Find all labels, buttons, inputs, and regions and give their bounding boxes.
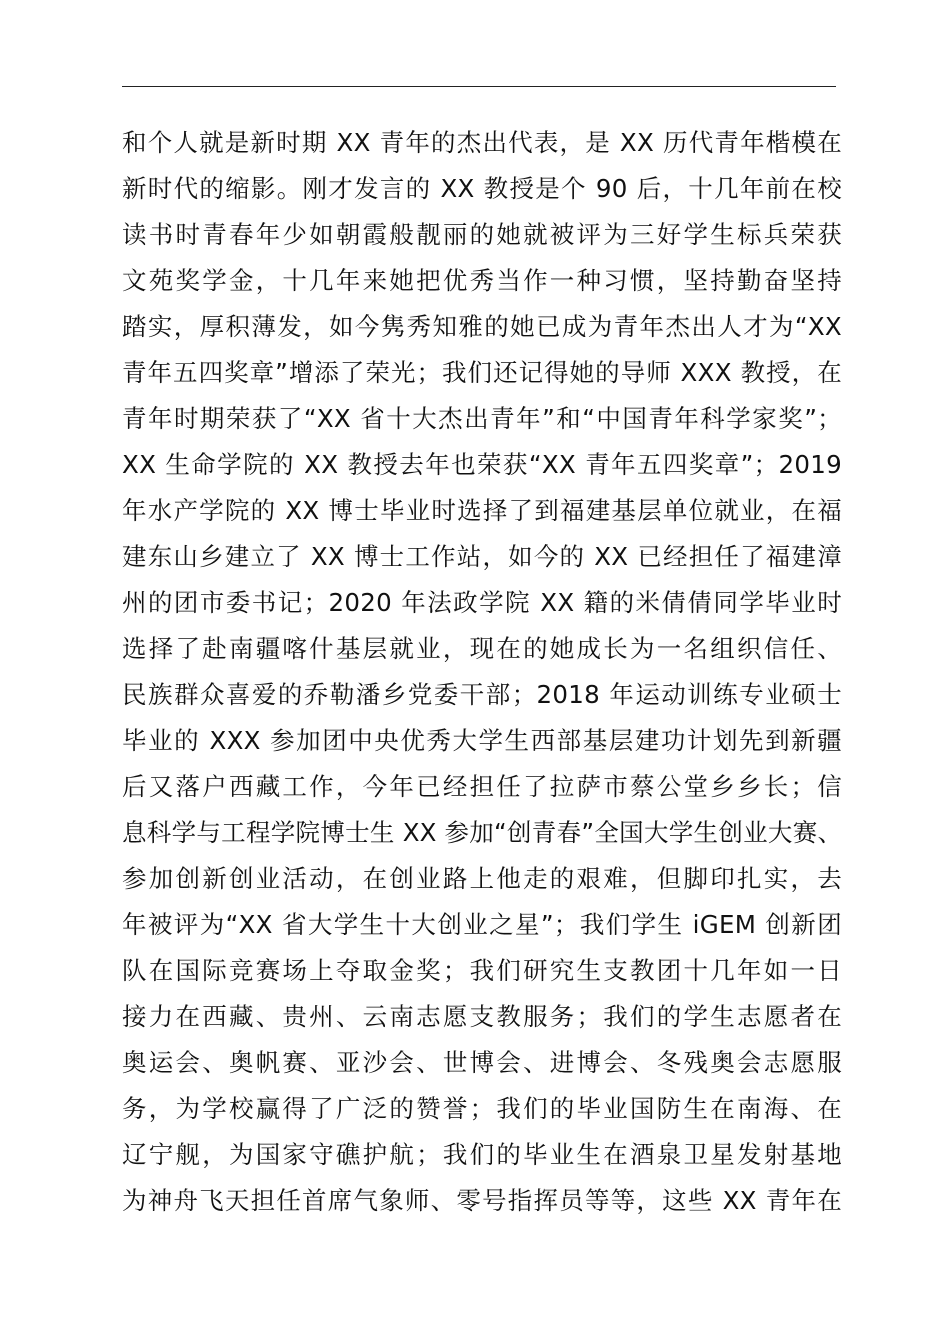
text-line: 州的团市委书记；2020 年法政学院 XX 籍的米倩倩同学毕业时	[122, 588, 842, 617]
text-line: 队在国际竞赛场上夺取金奖；我们研究生支教团十几年如一日	[122, 956, 842, 985]
text-line: 和个人就是新时期 XX 青年的杰出代表，是 XX 历代青年楷模在	[122, 128, 842, 157]
text-line: 辽宁舰，为国家守礁护航；我们的毕业生在酒泉卫星发射基地	[122, 1140, 842, 1169]
text-line: 读书时青春年少如朝霞般靓丽的她就被评为三好学生标兵荣获	[122, 220, 842, 249]
text-line: XX 生命学院的 XX 教授去年也荣获“XX 青年五四奖章”；2019	[122, 450, 842, 479]
text-line: 参加创新创业活动，在创业路上他走的艰难，但脚印扎实，去	[122, 864, 842, 893]
text-line: 息科学与工程学院博士生 XX 参加“创青春”全国大学生创业大赛、	[122, 818, 842, 847]
text-line: 后又落户西藏工作，今年已经担任了拉萨市蔡公堂乡乡长；信	[122, 772, 842, 801]
text-line: 新时代的缩影。刚才发言的 XX 教授是个 90 后，十几年前在校	[122, 174, 842, 203]
text-line: 务，为学校赢得了广泛的赞誉；我们的毕业国防生在南海、在	[122, 1094, 842, 1123]
body-text	[122, 120, 842, 1224]
text-line: 文苑奖学金，十几年来她把优秀当作一种习惯，坚持勤奋坚持	[122, 266, 842, 295]
text-line: 踏实，厚积薄发，如今隽秀知雅的她已成为青年杰出人才为“XX	[122, 312, 842, 341]
text-line: 建东山乡建立了 XX 博士工作站，如今的 XX 已经担任了福建漳	[122, 542, 842, 571]
text-line: 为神舟飞天担任首席气象师、零号指挥员等等，这些 XX 青年在	[122, 1186, 842, 1215]
text-line: 青年时期荣获了“XX 省十大杰出青年”和“中国青年科学家奖”；	[122, 404, 842, 433]
text-line: 民族群众喜爱的乔勒潘乡党委干部；2018 年运动训练专业硕士	[122, 680, 842, 709]
header-rule	[122, 86, 836, 87]
text-line: 年被评为“XX 省大学生十大创业之星”；我们学生 iGEM 创新团	[122, 910, 842, 939]
text-line: 毕业的 XXX 参加团中央优秀大学生西部基层建功计划先到新疆	[122, 726, 842, 755]
text-line: 青年五四奖章”增添了荣光；我们还记得她的导师 XXX 教授，在	[122, 358, 842, 387]
text-line: 接力在西藏、贵州、云南志愿支教服务；我们的学生志愿者在	[122, 1002, 842, 1031]
text-line: 奥运会、奥帆赛、亚沙会、世博会、进博会、冬残奥会志愿服	[122, 1048, 842, 1077]
text-line: 年水产学院的 XX 博士毕业时选择了到福建基层单位就业，在福	[122, 496, 842, 525]
text-line: 选择了赴南疆喀什基层就业，现在的她成长为一名组织信任、	[122, 634, 842, 663]
